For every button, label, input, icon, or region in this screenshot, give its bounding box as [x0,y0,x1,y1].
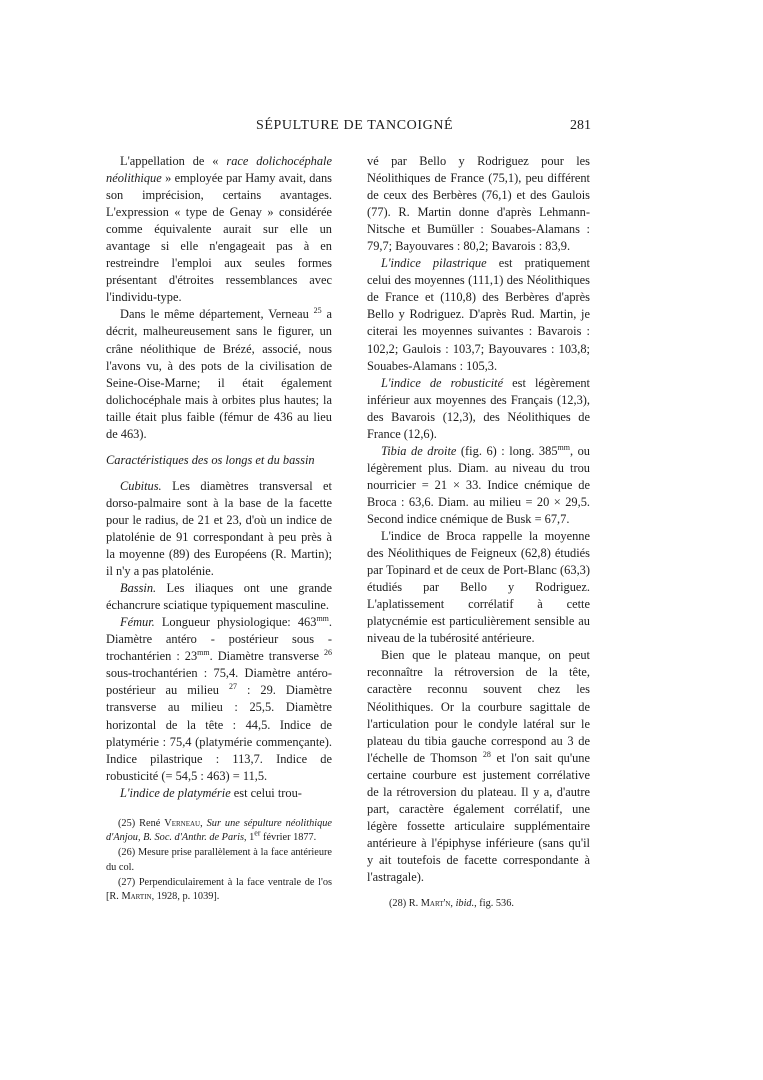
paragraph-broca: L'indice de Broca rappelle la moyenne des Néolithiques de Feigneux (62,8) étudiés par Topinard et de ceux de Port-Blanc (63,3) étudiés par Bello y Rodriguez. L'aplatissement corrélatif à cette platycnémie est particulièrement sensible au niveau de la tubérosité antérieure. [367,529,590,646]
paragraph-bassin: Bassin. Les iliaques ont une grande échancrure sciatique typiquement masculine. [106,581,332,613]
footnote-27: (27) Perpendiculairement à la face ventrale de l'os [R. Martin, 1928, p. 1039]. [106,876,332,903]
page-number: 281 [570,118,591,133]
footnote-26: (26) Mesure prise parallèlement à la face antérieure du col. [106,847,332,873]
paragraph-robusticite: L'indice de robusticité est légèrement inférieur aux moyennes des Français (12,3), des Bavarois (12,3), des Néolithiques de France (12,6). [367,375,590,441]
paragraph-cubitus: Cubitus. Les diamètres transversal et dorso-palmaire sont à la base de la facette pour le radius, de 21 et 23, d'où un indice de platolénie de 91 correspondant à peu près à la moyenne (89) des Européens (R. Martin); il n'y a pas platolénie. [106,478,332,579]
footnote-ref-27: 27 [228,682,237,692]
footnote-ref-25: 25 [313,306,322,316]
footnotes-right [377,897,590,912]
paragraph-appellation: L'appellation de « race dolichocéphale néolithique » employée par Hamy avait, dans son imprécision, certains avantages. L'expression « type de Genay » considérée comme équivalente aurait sur elle un avantage si elle n'engageait pas à en restreindre l'emploi aux seules formes présentant d'étroites ressemblances avec l'individu-type. [106,154,332,305]
running-header-title: SÉPULTURE DE TANCOIGNÉ [256,118,454,133]
paragraph-platymerie: L'indice de platymérie est celui trou- [120,785,302,800]
section-subheading: Caractéristiques des os longs et du bassin [106,452,315,467]
footnote-ref-26: 26 [324,648,333,658]
paragraph-femur: Fémur. Longueur physiologique: $463^{mm}$. Diamètre antéro - postérieur sous - trochantérien : $23^{mm}$. Diamètre transverse $^{26}$ sous-trochantérien : 75,4. Diamètre antéro-postérieur au milieu $^{27}$ : 29. Diamètre transverse au milieu : 25,5. Diamètre horizontal de la tête : 44,5. Indice de platymérie : 75,4 (platymérie commençante). Indice pilastrique : 113,7. Indice de robusticité (= 54,5 : 463) = 11,5. [106,614,333,783]
paragraph-tibia: Tibia de droite (fig. 6) : long. $385^{mm}$, ou légèrement plus. Diam. au niveau du trou nourricier = 21 × 33. Indice cnémique de Broca : 63,6. Diam. au milieu = 20 × 29,5. Second indice cnémique de Busk = 67,7. [367,442,591,526]
footnotes-left [106,817,332,905]
right-column [367,153,590,886]
paragraph-plateau: Bien que le plateau manque, on peut reconnaître la rétroversion de la tête, caractère reconnu souvent chez les Néolithiques. Or la courbure sagittale de l'articulation pour le condyle latéral sur le plateau du tibia gauche correspond au 3 de l'échelle de Thomson $^{28}$ et l'on sait qu'une certaine courbure est justement corrélative de la rétroversion du plateau. Il y a, d'autre part, caractère également corrélatif, une légère fossette articulaire supplémentaire antérieure à l'épiphyse inférieure (sans qu'il y ait toutefois de facette correspondante à l'astragale). [367,648,591,884]
paragraph-continuation: vé par Bello y Rodriguez pour les Néolithiques de France (75,1), peu différent de ceux des Berbères (76,1) et des Gaulois (77). R. Martin donne d'après Lehmann-Nitsche et Bumüller : Souabes-Alamans : 79,7; Bayouvares : 80,2; Bavarois : 83,9. [367,154,590,254]
paragraph-breze: Dans le même département, Verneau $^{25}$ a décrit, malheureusement sans le figurer, un crâne néolithique de Brézé, associé, nous l'avons vu, à des pots de la civilisation de Seine-Oise-Marne; il était également dolichocéphale mais à orbites plus hautes; la taille était plus faible (fémur de 436 au lieu de 463). [106,306,332,441]
footnote-28: (28) R. Mart'n, ibid., fig. 536. [389,898,514,909]
paragraph-pilastrique: L'indice pilastrique est pratiquement celui des moyennes (111,1) des Néolithiques de France et (110,8) des Berbères d'après Bello y Rodriguez. D'après Rud. Martin, je citerai les moyennes suivantes : Bavarois : 102,2; Gaulois : 103,7; Bayouvares : 103,8; Souabes-Alamans : 105,3. [367,256,590,373]
left-column [106,153,332,802]
footnote-ref-28: 28 [482,749,491,759]
footnote-25: (25) René Verneau, Sur une sépulture néolithique d'Anjou, B. Soc. d'Anthr. de Paris, 1er février 1877. [106,818,332,844]
